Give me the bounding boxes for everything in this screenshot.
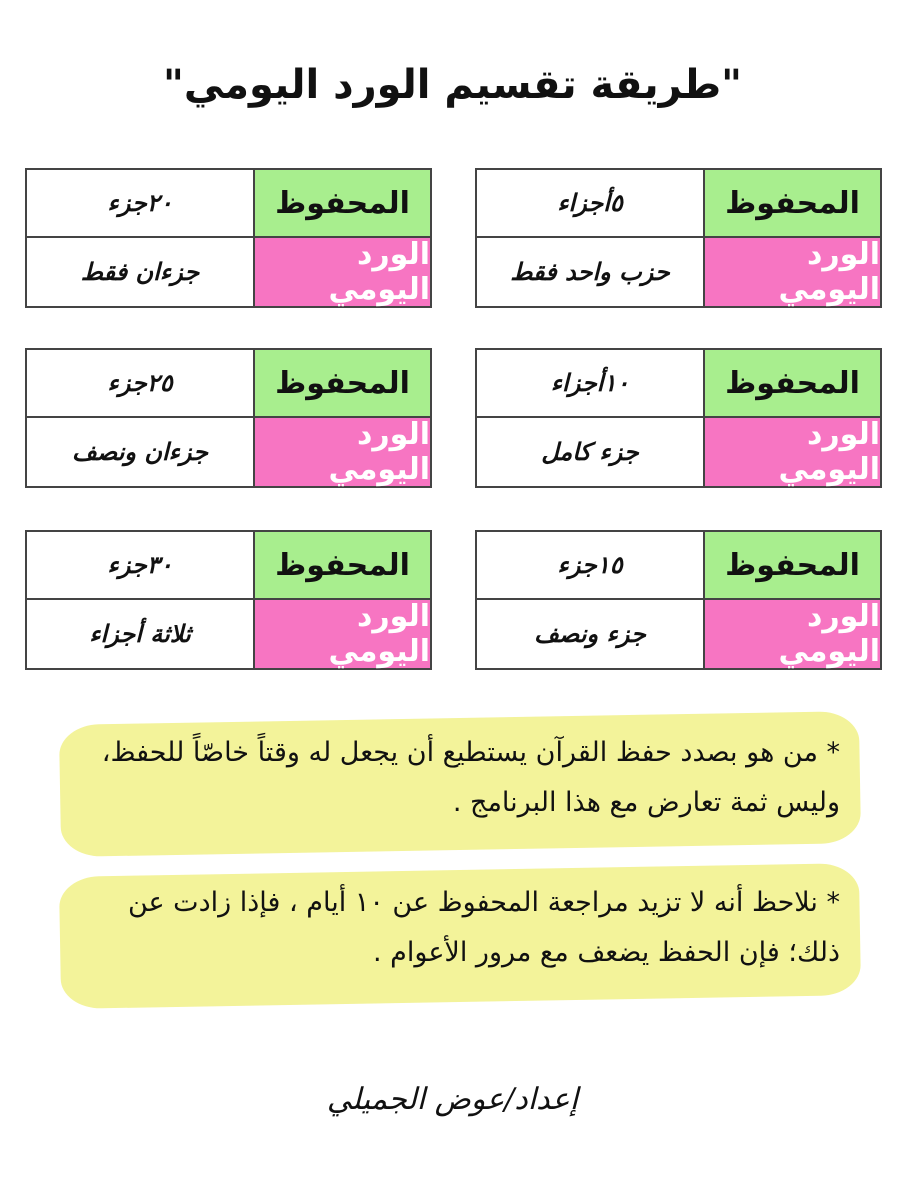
daily-value: جزء كامل: [541, 438, 639, 466]
author-signature: إعداد/عوض الجميلي: [326, 1082, 579, 1117]
memorized-row: [477, 532, 880, 600]
schedule-card-30-parts: [25, 530, 432, 670]
memorized-row: [27, 532, 430, 600]
memorized-label: المحفوظ: [703, 170, 880, 236]
daily-row: [477, 600, 880, 668]
daily-label: الورد اليومي: [703, 418, 880, 486]
memorized-value: ٢٥جزء: [107, 369, 173, 397]
daily-row: [27, 418, 430, 486]
daily-label: الورد اليومي: [253, 238, 430, 306]
daily-value: جزء ونصف: [534, 620, 646, 648]
memorized-label: المحفوظ: [253, 532, 430, 598]
note-second: * نلاحظ أنه لا تزيد مراجعة المحفوظ عن ١٠ أيام ، فإذا زادت عن ذلك؛ فإن الحفظ يضعف مع مرور الأعوام .: [127, 887, 840, 968]
memorized-value: ١٥جزء: [557, 551, 623, 579]
daily-label: الورد اليومي: [703, 600, 880, 668]
daily-row: [27, 238, 430, 306]
daily-label: الورد اليومي: [703, 238, 880, 306]
daily-value: حزب واحد فقط: [510, 258, 670, 286]
note-first: * من هو بصدد حفظ القرآن يستطيع أن يجعل له وقتاً خاصّاً للحفظ، وليس ثمة تعارض مع هذا البرنامج .: [101, 737, 840, 818]
page-title: "طريقة تقسيم الورد اليومي": [162, 62, 743, 108]
daily-value: ثلاثة أجزاء: [89, 620, 191, 648]
memorized-value: ١٠أجزاء: [550, 369, 630, 397]
memorized-row: [477, 170, 880, 238]
daily-value: جزءان ونصف: [72, 438, 208, 466]
daily-row: [27, 600, 430, 668]
memorized-label: المحفوظ: [253, 170, 430, 236]
memorized-value: ٥أجزاء: [557, 189, 623, 217]
daily-label: الورد اليومي: [253, 418, 430, 486]
memorized-row: [477, 350, 880, 418]
memorized-label: المحفوظ: [703, 532, 880, 598]
memorized-label: المحفوظ: [703, 350, 880, 416]
daily-row: [477, 418, 880, 486]
memorized-value: ٢٠جزء: [107, 189, 173, 217]
schedule-card-20-parts: [25, 168, 432, 308]
schedule-card-10-parts: [475, 348, 882, 488]
schedule-card-25-parts: [25, 348, 432, 488]
memorized-value: ٣٠جزء: [107, 551, 173, 579]
daily-row: [477, 238, 880, 306]
daily-value: جزءان فقط: [80, 258, 200, 286]
memorized-label: المحفوظ: [253, 350, 430, 416]
schedule-card-5-parts: [475, 168, 882, 308]
memorized-row: [27, 170, 430, 238]
memorized-row: [27, 350, 430, 418]
schedule-card-15-parts: [475, 530, 882, 670]
daily-label: الورد اليومي: [253, 600, 430, 668]
